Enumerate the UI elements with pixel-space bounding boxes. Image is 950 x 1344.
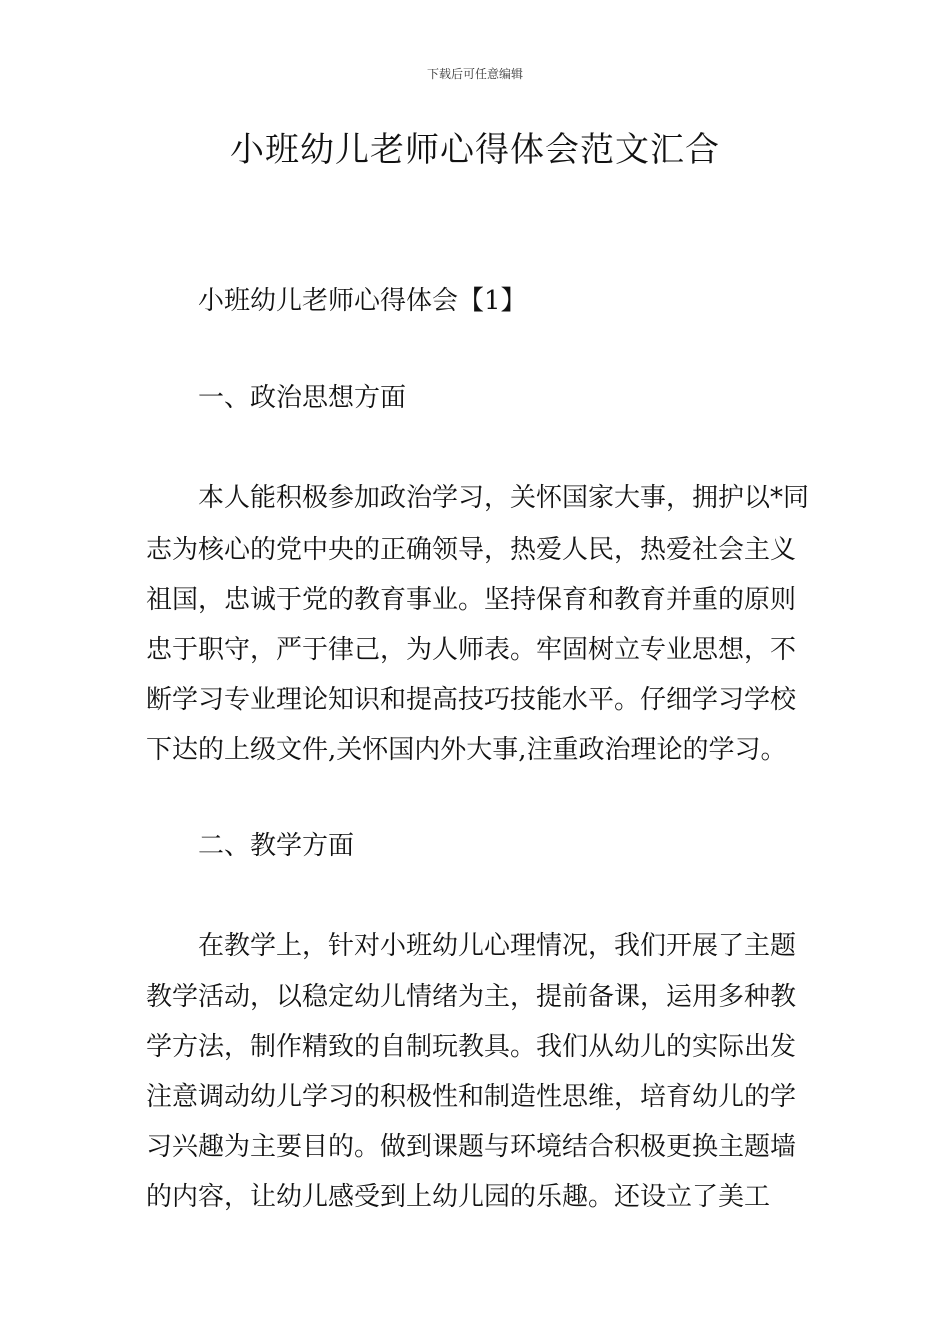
paragraph-line: 下达的上级文件,关怀国内外大事,注重政治理论的学习。 xyxy=(146,735,787,765)
paragraph-line: 教学活动，以稳定幼儿情绪为主，提前备课，运用多种教 xyxy=(146,982,797,1012)
paragraph-line: 志为核心的党中央的正确领导，热爱人民，热爱社会主义 xyxy=(146,535,797,565)
paragraph-line: 的内容，让幼儿感受到上幼儿园的乐趣。还设立了美工 xyxy=(146,1182,771,1212)
document-title: 小班幼儿老师心得体会范文汇合 xyxy=(230,130,720,170)
article-heading: 小班幼儿老师心得体会【1】 xyxy=(198,286,527,316)
paragraph-line: 本人能积极参加政治学习，关怀国家大事，拥护以*同 xyxy=(198,483,810,513)
paragraph-line: 在教学上，针对小班幼儿心理情况，我们开展了主题 xyxy=(198,931,797,961)
section-heading-teaching: 二、教学方面 xyxy=(198,831,355,861)
paragraph-line: 祖国，忠诚于党的教育事业。坚持保育和教育并重的原则 xyxy=(146,585,797,615)
paragraph-line: 断学习专业理论知识和提高技巧技能水平。仔细学习学校 xyxy=(146,685,797,715)
paragraph-line: 忠于职守，严于律己，为人师表。牢固树立专业思想，不 xyxy=(146,635,797,665)
section-heading-politics: 一、政治思想方面 xyxy=(198,383,407,413)
paragraph-line: 习兴趣为主要目的。做到课题与环境结合积极更换主题墙 xyxy=(146,1132,797,1162)
paragraph-line: 注意调动幼儿学习的积极性和制造性思维，培育幼儿的学 xyxy=(146,1082,797,1112)
paragraph-line: 学方法，制作精致的自制玩教具。我们从幼儿的实际出发 xyxy=(146,1032,797,1062)
header-note: 下载后可任意编辑 xyxy=(426,67,523,81)
